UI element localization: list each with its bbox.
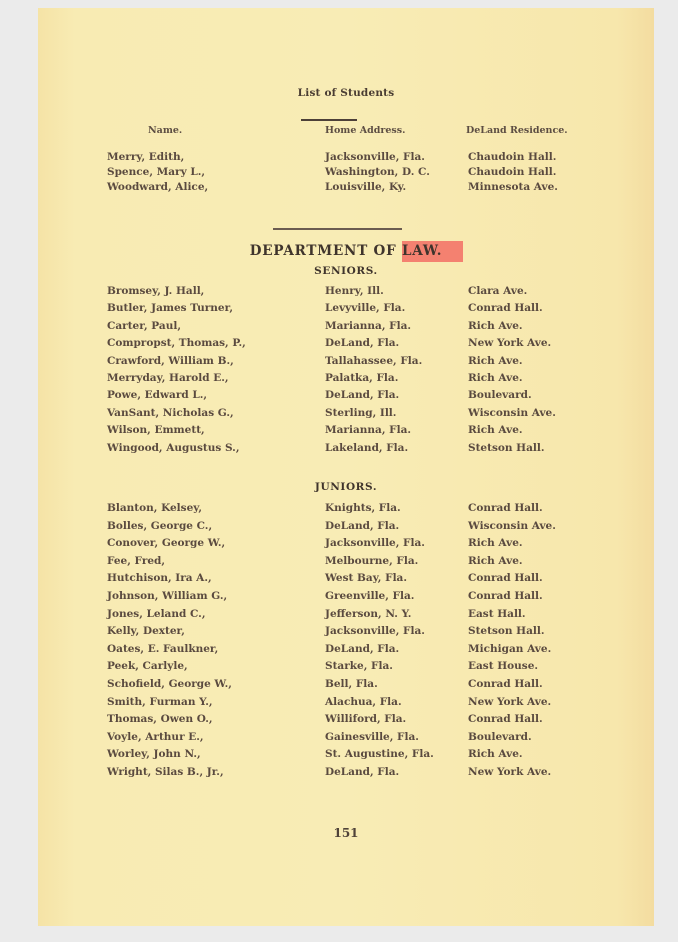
home-address: Bell, Fla. [325,678,378,690]
deland-residence: Stetson Hall. [468,441,545,454]
home-address: Jacksonville, Fla. [325,537,425,550]
home-address: St. Augustine, Fla. [325,748,434,761]
student-name: Jones, Leland C., [107,607,206,620]
home-address: DeLand, Fla. [325,337,400,350]
deland-residence: Michigan Ave. [468,642,552,655]
table-row [38,502,654,518]
student-name: Compropst, Thomas, P., [107,337,246,350]
deland-residence: New York Ave. [468,337,552,350]
student-name: Merry, Edith, [107,151,185,163]
table-row [38,424,654,440]
home-address: Williford, Fla. [325,713,407,726]
table-row [38,151,654,167]
table-row [38,608,654,624]
table-row [38,337,654,353]
student-name: Hutchison, Ira A., [107,572,212,585]
table-row [38,678,654,694]
table-row [38,355,654,371]
page-number: 151 [333,826,359,840]
home-address: Marianna, Fla. [325,424,412,437]
deland-residence: Conrad Hall. [468,302,543,315]
student-name: Carter, Paul, [107,319,181,332]
deland-residence: Stetson Hall. [468,625,545,638]
deland-residence: East House. [468,660,539,673]
home-address: Alachua, Fla. [325,695,402,708]
home-address: Louisville, Ky. [325,181,407,193]
home-address: Marianna, Fla. [325,319,412,332]
home-address: Levyville, Fla. [325,302,406,315]
home-address: Gainesville, Fla. [325,730,419,743]
student-name: Voyle, Arthur E., [107,730,204,743]
student-name: Crawford, William B., [107,354,234,367]
table-row [38,660,654,676]
deland-residence: Rich Ave. [468,354,523,367]
student-name: Worley, John N., [107,748,201,761]
student-name: Smith, Furman Y., [107,695,213,708]
table-row [38,166,654,182]
home-address: Lakeland, Fla. [325,441,409,454]
student-name: Johnson, William G., [107,590,228,602]
home-address: Henry, Ill. [325,285,384,297]
student-name: Bolles, George C., [107,519,213,532]
table-row [38,555,654,571]
table-row [38,713,654,729]
student-name: Woodward, Alice, [107,181,209,193]
table-row [38,766,654,782]
department-heading-prefix: DEPARTMENT OF [249,243,402,259]
student-name: Wright, Silas B., Jr., [107,766,224,778]
table-row [38,181,654,197]
table-row [38,537,654,553]
table-row [38,696,654,712]
student-name: Merryday, Harold E., [107,372,229,384]
deland-residence: Wisconsin Ave. [468,406,556,419]
juniors-heading: JUNIORS. [314,481,378,493]
deland-residence: Chaudoin Hall. [468,166,557,178]
deland-residence: Rich Ave. [468,424,523,437]
table-row [38,748,654,764]
deland-residence: Rich Ave. [468,372,523,384]
table-row [38,442,654,458]
department-heading [38,243,654,259]
home-address: Jefferson, N. Y. [325,607,412,620]
student-name: Bromsey, J. Hall, [107,285,205,297]
student-name: Fee, Fred, [107,554,166,567]
home-address: DeLand, Fla. [325,766,400,778]
deland-residence: East Hall. [468,607,526,620]
home-address: DeLand, Fla. [325,519,400,532]
home-address: Jacksonville, Fla. [325,151,425,163]
column-header-home-address: Home Address. [325,125,406,136]
deland-residence: Rich Ave. [468,748,523,761]
student-name: Wingood, Augustus S., [107,441,240,454]
deland-residence: Wisconsin Ave. [468,519,556,532]
deland-residence: Rich Ave. [468,537,523,550]
department-heading-highlighted: LAW. [401,243,443,259]
table-row [38,731,654,747]
table-row [38,590,654,606]
home-address: Jacksonville, Fla. [325,625,425,638]
student-name: Butler, James Turner, [107,302,233,315]
home-address: Palatka, Fla. [325,372,399,384]
table-row [38,285,654,301]
table-row [38,389,654,405]
deland-residence: New York Ave. [468,695,552,708]
deland-residence: Minnesota Ave. [468,181,558,193]
deland-residence: Rich Ave. [468,554,523,567]
section-rule-divider [273,228,402,230]
home-address: Starke, Fla. [325,660,393,673]
deland-residence: Chaudoin Hall. [468,151,557,163]
table-row [38,643,654,659]
student-name: Kelly, Dexter, [107,625,185,638]
student-name: Peek, Carlyle, [107,660,188,673]
deland-residence: Conrad Hall. [468,590,543,602]
home-address: Tallahassee, Fla. [325,354,423,367]
home-address: DeLand, Fla. [325,389,400,402]
table-row [38,372,654,388]
deland-residence: Conrad Hall. [468,678,543,690]
home-address: Washington, D. C. [325,166,430,178]
home-address: Greenville, Fla. [325,590,415,602]
student-name: VanSant, Nicholas G., [107,406,234,419]
home-address: West Bay, Fla. [325,572,408,585]
deland-residence: Clara Ave. [468,285,528,297]
page-title: List of Students [297,87,395,99]
document-page [38,8,654,926]
table-row [38,520,654,536]
home-address: Melbourne, Fla. [325,554,419,567]
deland-residence: Conrad Hall. [468,502,543,514]
deland-residence: Boulevard. [468,730,532,743]
column-header-deland-residence: DeLand Residence. [466,125,568,136]
table-row [38,572,654,588]
table-row [38,320,654,336]
student-name: Oates, E. Faulkner, [107,642,219,655]
home-address: Knights, Fla. [325,502,401,514]
seniors-heading: SENIORS. [314,265,378,277]
student-name: Schofield, George W., [107,678,232,690]
student-name: Spence, Mary L., [107,166,206,178]
title-rule-divider [301,119,357,121]
table-row [38,625,654,641]
deland-residence: New York Ave. [468,766,552,778]
home-address: Sterling, Ill. [325,406,397,419]
deland-residence: Conrad Hall. [468,713,543,726]
student-name: Wilson, Emmett, [107,424,205,437]
student-name: Conover, George W., [107,537,226,550]
deland-residence: Rich Ave. [468,319,523,332]
home-address: DeLand, Fla. [325,642,400,655]
deland-residence: Boulevard. [468,389,532,402]
column-header-name: Name. [148,125,183,136]
student-name: Powe, Edward L., [107,389,208,402]
student-name: Blanton, Kelsey, [107,502,203,514]
table-row [38,407,654,423]
table-row [38,302,654,318]
deland-residence: Conrad Hall. [468,572,543,585]
student-name: Thomas, Owen O., [107,713,213,726]
